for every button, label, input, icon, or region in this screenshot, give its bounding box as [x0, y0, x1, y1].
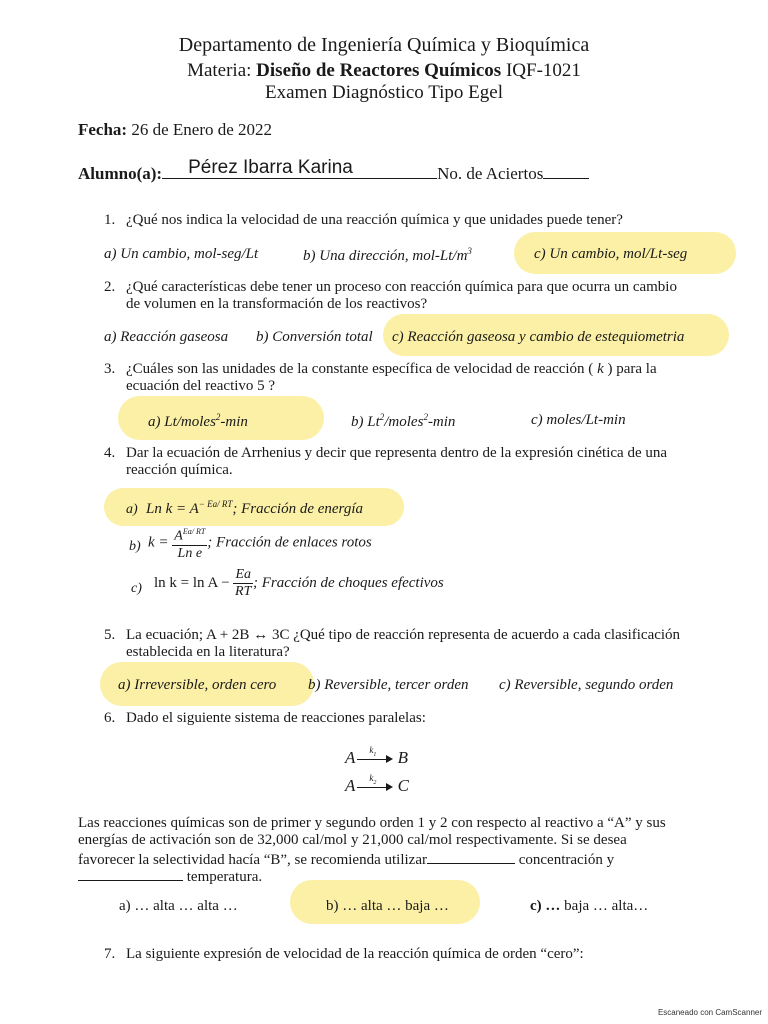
q1-option-c: c) Un cambio, mol/Lt-seg: [534, 246, 688, 262]
q6-paragraph-line4: temperatura.: [78, 866, 262, 886]
q1-option-a: a) Un cambio, mol-seg/Lt: [104, 246, 259, 262]
q4-option-b-label: b): [129, 539, 141, 554]
q2-text-line2: de volumen en la transformación de los reactivos?: [126, 296, 428, 312]
q3-text-line1: ¿Cuáles son las unidades de la constante específica de velocidad de reacción ( k ) para la: [126, 361, 657, 377]
q1-number: 1.: [104, 212, 116, 228]
q4-text-line1: Dar la ecuación de Arrhenius y decir que representa dentro de la expresión cinética de una: [126, 445, 668, 461]
q7-text: La siguiente expresión de velocidad de la reacción química de orden “cero”:: [126, 946, 584, 962]
q6-text: Dado el siguiente sistema de reacciones paralelas:: [126, 710, 426, 726]
materia-name: Diseño de Reactores Químicos: [256, 60, 502, 81]
fecha-line: [78, 120, 272, 140]
q2-text-line1: ¿Qué características debe tener un proceso con reacción química para que ocurra un cambio: [126, 279, 677, 295]
q5-option-c: c) Reversible, segundo orden: [499, 677, 674, 693]
q2-option-b: b) Conversión total: [256, 329, 373, 345]
fecha-value: 26 de Enero de 2022: [131, 120, 273, 139]
blank-temperature: [78, 866, 183, 881]
q5-text-line2: establecida en la literatura?: [126, 644, 290, 660]
alumno-value: Pérez Ibarra Karina: [188, 157, 353, 178]
department-title: Departamento de Ingeniería Química y Bioquímica: [178, 34, 590, 56]
q4-option-a-label: a): [126, 502, 138, 517]
fecha-label: Fecha:: [78, 120, 128, 139]
q5-option-a: a) Irreversible, orden cero: [118, 677, 277, 693]
q5-number: 5.: [104, 627, 116, 643]
q4-option-c-label: c): [131, 581, 142, 596]
q6-option-c: c) … baja … alta…: [530, 898, 649, 914]
q6-option-a: a) … alta … alta …: [119, 898, 238, 914]
materia-code: IQF-1021: [505, 60, 581, 81]
q2-number: 2.: [104, 279, 116, 295]
double-arrow-icon: ↔: [253, 627, 269, 643]
q2-option-c: c) Reacción gaseosa y cambio de estequiometria: [392, 329, 685, 345]
q5-option-b: b) Reversible, tercer orden: [308, 677, 469, 693]
q6-paragraph-line1: Las reacciones químicas son de primer y segundo orden 1 y 2 con respecto al reactivo a “A” y sus: [78, 815, 666, 831]
q6-number: 6.: [104, 710, 116, 726]
q6-paragraph-line3: favorecer la selectividad hacía “B”, se recomienda utilizar concentración y: [78, 849, 614, 869]
blank-concentration: [427, 849, 515, 864]
alumno-line: Alumno(a): Pérez Ibarra Karina No. de Aciertos: [78, 160, 589, 184]
q4-option-b-equation: k = $\frac{A^{Ea/ RT}}{\text{Ln e}}$ ; Fracción de enlaces rotos: [148, 524, 372, 562]
q7-number: 7.: [104, 946, 116, 962]
q3-text-line2: ecuación del reactivo 5 ?: [126, 378, 276, 394]
exam-title: Examen Diagnóstico Tipo Egel: [264, 82, 503, 103]
q1-option-b: b) Una dirección, mol-$Lt/m^3$: [303, 246, 472, 264]
aciertos-field: [543, 162, 589, 179]
materia-label: Materia:: [187, 60, 252, 81]
q3-option-c: c) moles/Lt-min: [531, 412, 626, 428]
q6-paragraph-line2: energías de activación son de 32,000 cal/mol y 21,000 cal/mol respectivamente. Si se desea: [78, 832, 627, 848]
q4-option-c-equation: ln k = ln A − $\frac{Ea}{RT}$ ; Fracción de choques efectivos: [154, 567, 444, 599]
alumno-field: [162, 157, 437, 179]
q5-text-line1: La ecuación; A + 2B ↔ 3C ¿Qué tipo de reacción representa de acuerdo a cada clasificación: [126, 627, 681, 643]
reaction-2: A $k_2$ C: [345, 772, 409, 795]
q3-number: 3.: [104, 361, 116, 377]
aciertos-label: No. de Aciertos: [437, 164, 544, 183]
reaction-1: A $k_1$ B: [345, 744, 409, 767]
scanner-watermark: Escaneado con CamScanner: [657, 1008, 762, 1017]
q1-text: ¿Qué nos indica la velocidad de una reacción química y que unidades puede tener?: [126, 212, 623, 228]
q4-option-a-equation: Ln $k = A^{- Ea/ RT}$; Fracción de energía: [146, 499, 363, 517]
course-line: [0, 60, 768, 82]
alumno-label: Alumno(a): [78, 164, 157, 183]
q6-option-b: b) … alta … baja …: [326, 898, 449, 914]
q2-option-a: a) Reacción gaseosa: [104, 329, 229, 345]
q3-option-a: a) Lt/moles$^2$-min: [148, 412, 248, 430]
q4-number: 4.: [104, 445, 116, 461]
q3-option-b: b) Lt$^2$/moles$^2$-min: [351, 412, 456, 430]
q4-text-line2: reacción química.: [126, 462, 233, 478]
